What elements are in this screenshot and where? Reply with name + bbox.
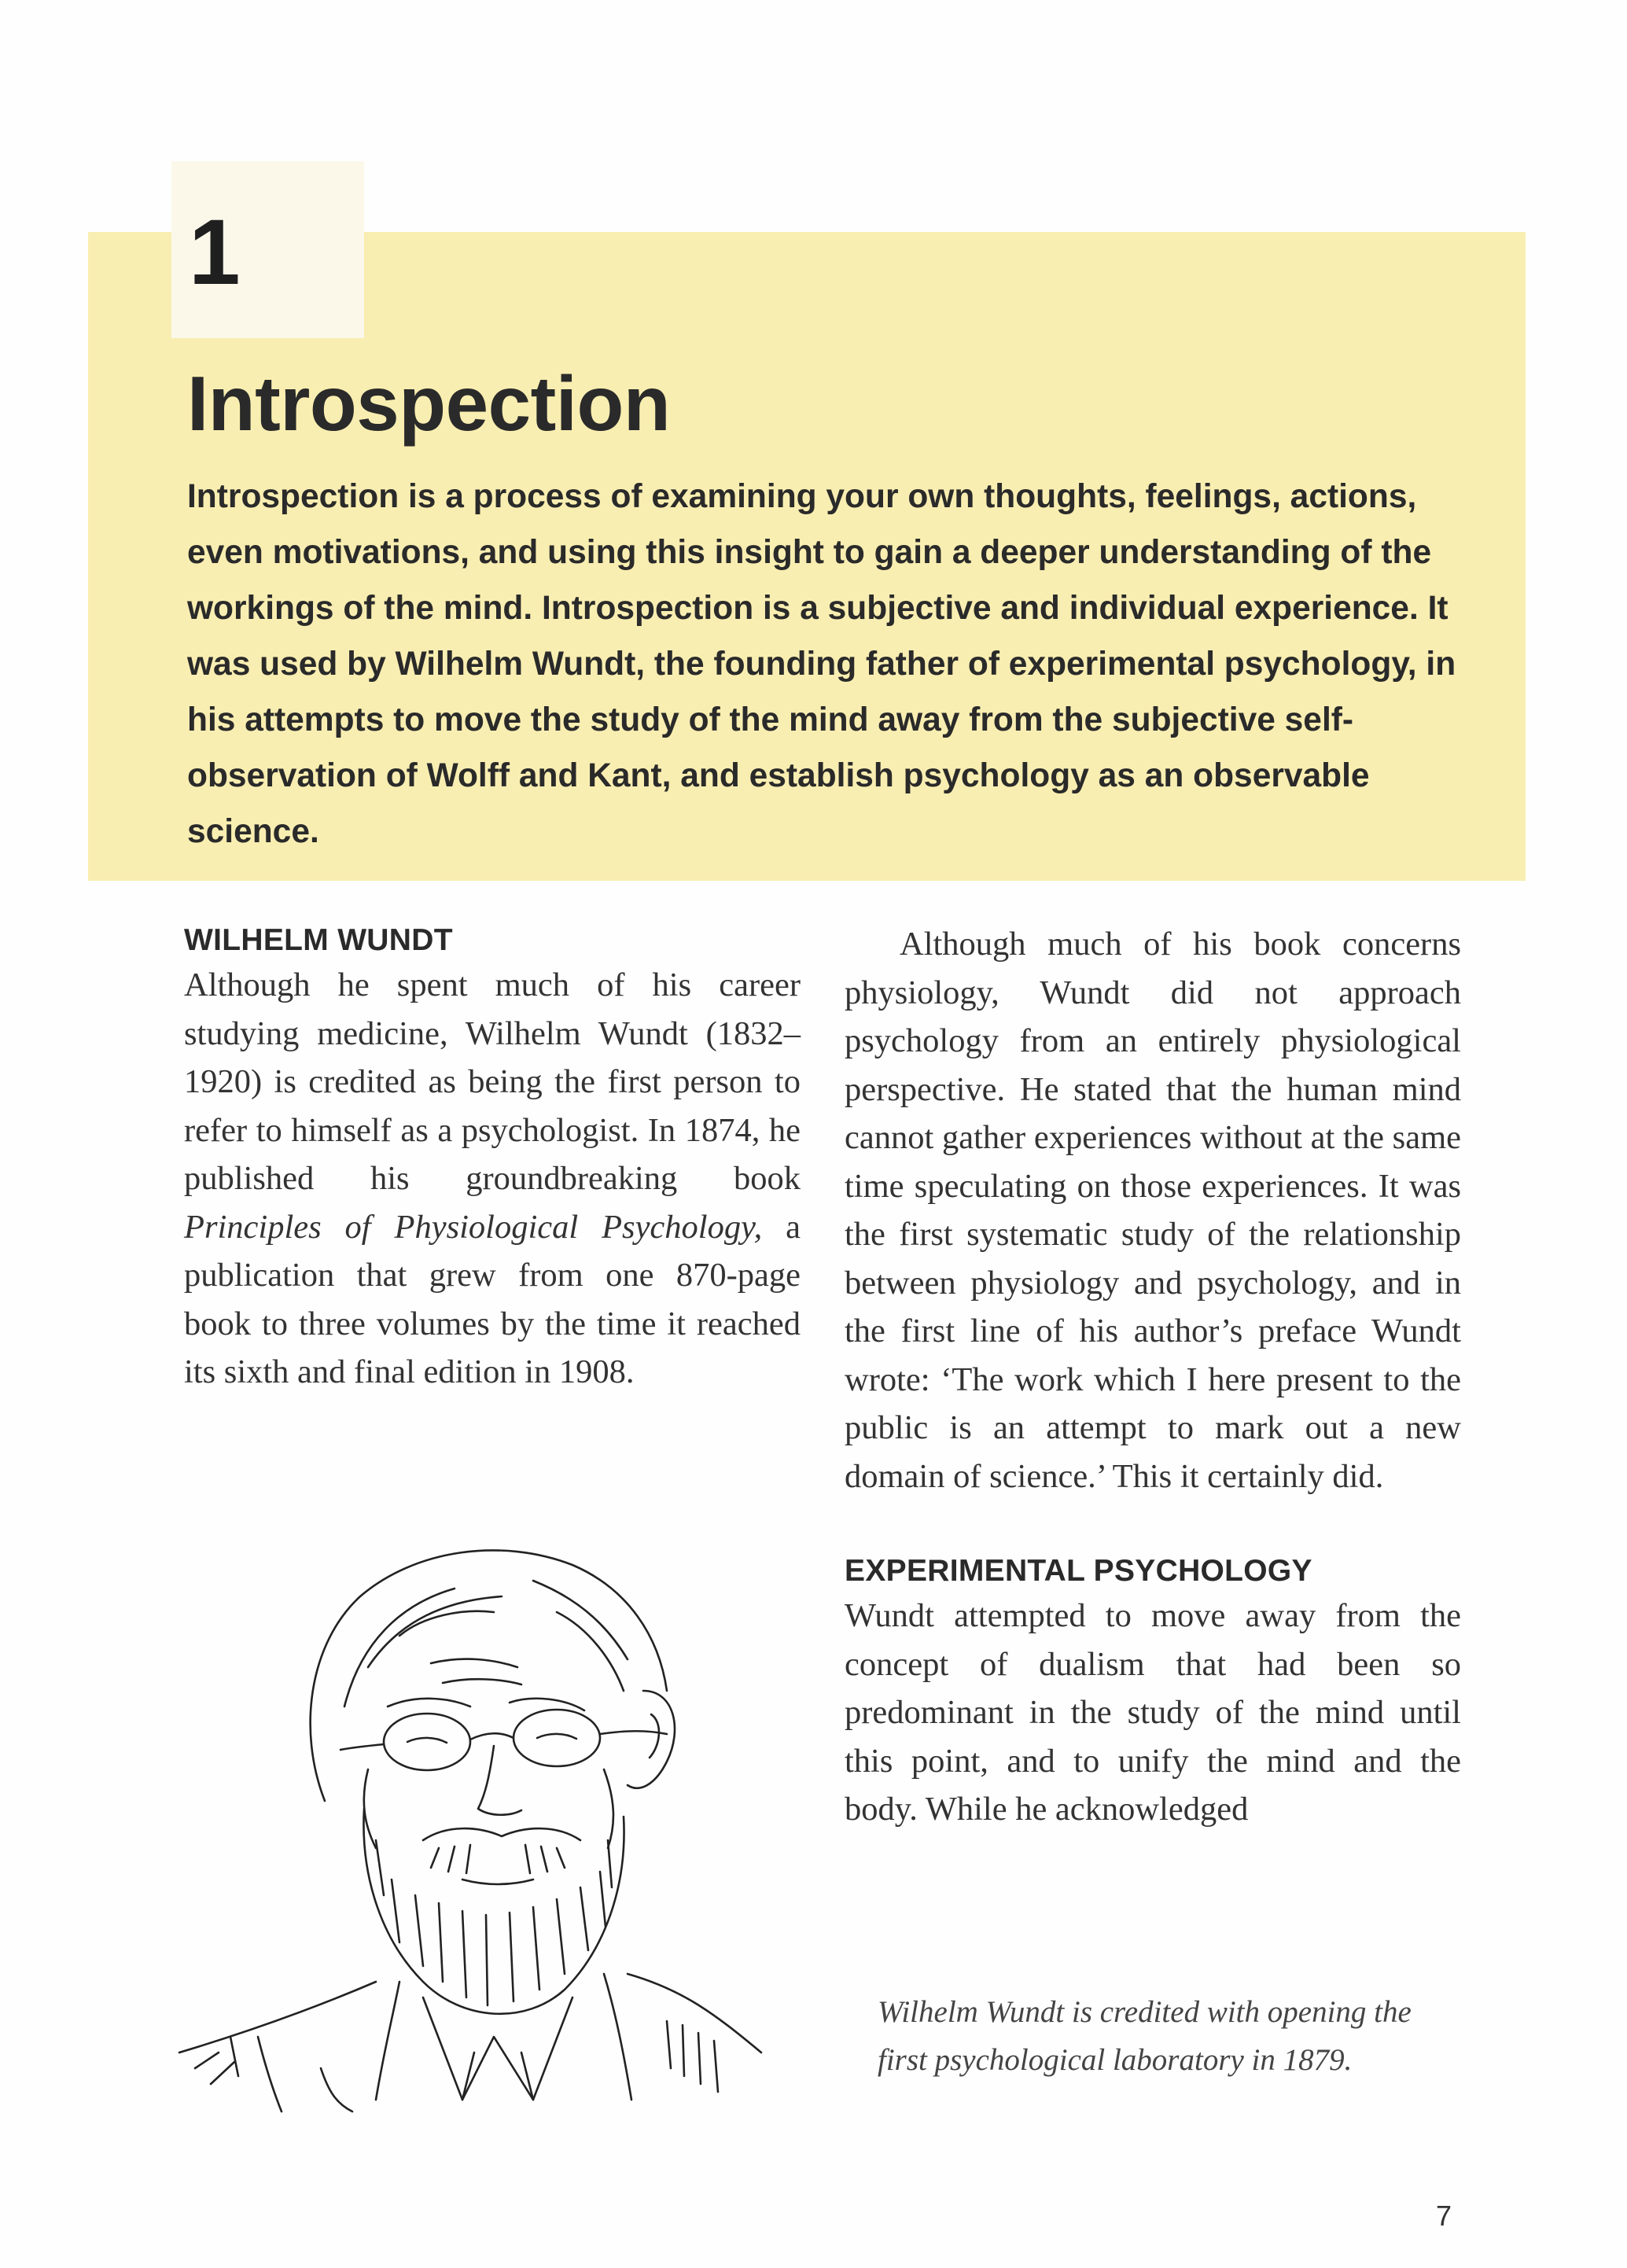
book-title: Principles of Physiological Psychology, [184,1208,763,1246]
section-heading-experimental: EXPERIMENTAL PSYCHOLOGY [845,1554,1312,1588]
figure-caption: Wilhelm Wundt is credited with opening the first psychological laboratory in 1879. [878,1995,1412,2077]
chapter-title: Introspection [187,360,671,447]
wundt-paragraph-1 [184,961,801,1397]
page-number: 7 [1436,2200,1452,2232]
chapter-number: 1 [189,201,241,304]
chapter-intro: Introspection is a process of examining your own thoughts, feelings, actions, even motivations, and using this insight to gain a deeper understanding of the workings of the mind. Introspection is a subjective and individual experience. It was used by Wilhelm Wundt, the founding father of experimental psychology, in his attempts to move the study of the mind away from the subjective self-observation of Wolff and Kant, and establish psychology as an observable science. [187,478,1456,850]
wundt-paragraph-2: Although much of his book concerns physiology, Wundt did not approach psychology from an entirely physiological perspective. He stated that the human mind cannot gather experiences without at the same time speculating on those experiences. It was the first systematic study of the relationship between physiology and psychology, and in the first line of his author’s preface Wundt wrote: ‘The work which I here present to the public is an attempt to mark out a new domain of science.’ This it certainly did. [845,926,1461,1495]
left-column [184,920,801,1397]
experimental-paragraph-1: Wundt attempted to move away from the concept of dualism that had been so predominant in the study of the mind until this point, and to unify the mind and the body. While he acknowledged [845,1597,1461,1828]
wundt-paragraph-1-end: a publication that grew from one 870-page book to three volumes by the time it reached its sixth and final edition in 1908. [184,1208,801,1390]
chapter-header-tab [88,291,159,448]
right-column [845,920,1461,1834]
wundt-portrait-illustration [164,1471,856,2115]
wundt-paragraph-1-start: Although he spent much of his career studying medicine, Wilhelm Wundt (1832–1920) is credited as being the first person to refer to himself as a psychologist. In 1874, he published his groundbreaking book [184,966,801,1197]
section-heading-wundt: WILHELM WUNDT [184,923,453,957]
